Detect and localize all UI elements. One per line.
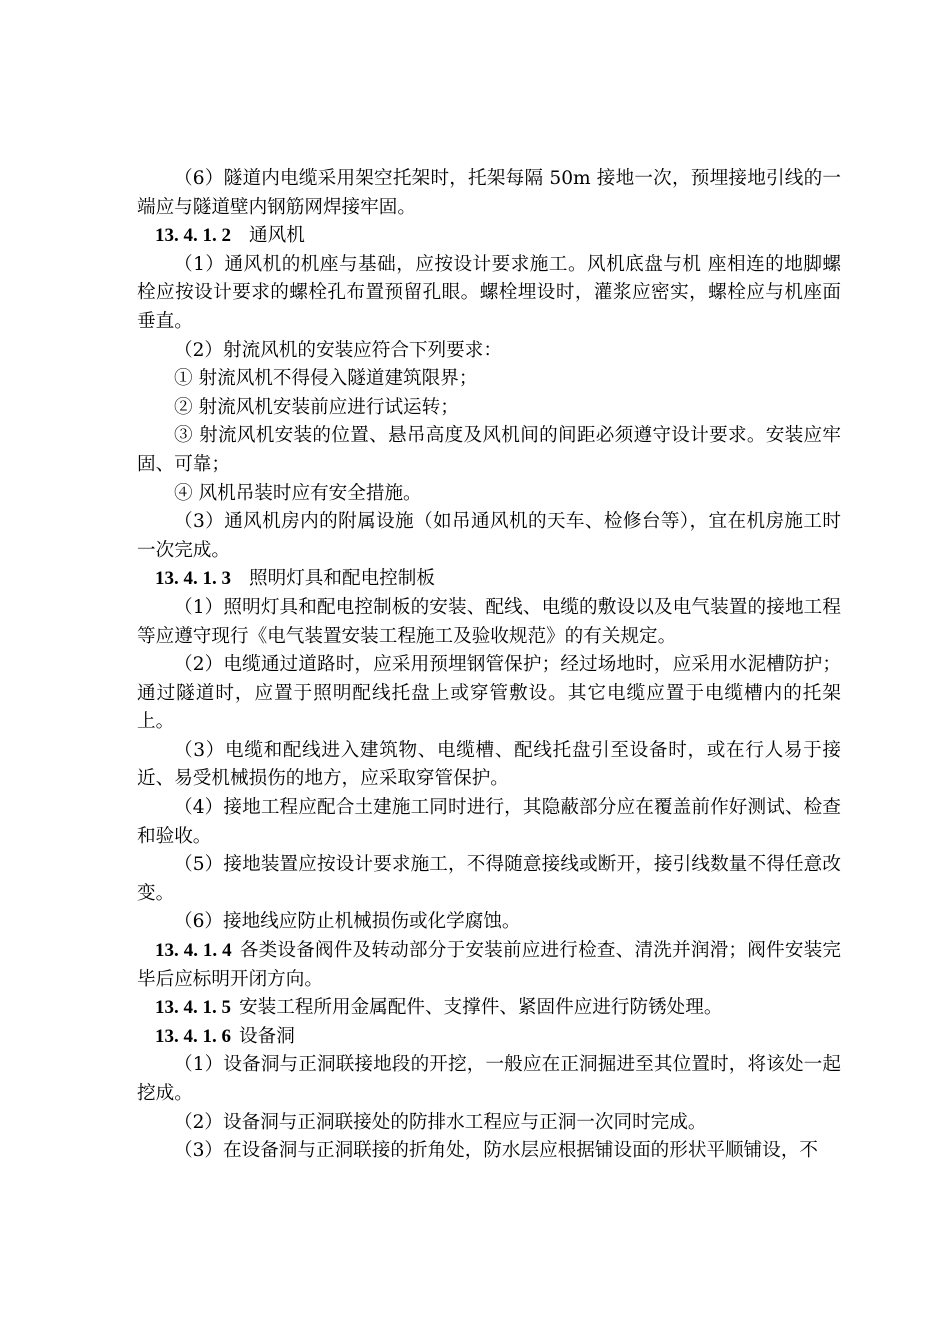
section-number: 13. 4. 1. 5 [155, 997, 231, 1019]
list-item-clearance: ① 射流风机不得侵入隧道建筑限界； [174, 368, 478, 390]
list-item-trial-run: ② 射流风机安装前应进行试运转； [174, 396, 459, 418]
paragraph-cave-drainage: （2）设备洞与正洞联接处的防排水工程应与正洞一次同时完成。 [174, 1111, 707, 1133]
section-valves [137, 937, 841, 994]
list-item-safety: ④ 风机吊装时应有安全措施。 [174, 482, 422, 504]
section-title: 通风机 [249, 225, 305, 247]
paragraph-grounding-device: （5）接地装置应按设计要求施工，不得随意接线或断开，接引线数量不得任意改变。 [137, 854, 841, 904]
document-body [137, 165, 841, 1166]
paragraph-cable-protection: （3）电缆和配线进入建筑物、电缆槽、配线托盘引至设备时，或在行人易于接近、易受机械损伤的地方，应采取穿管保护。 [137, 739, 841, 790]
paragraph-cave-waterproof: （3）在设备洞与正洞联接的折角处，防水层应根据铺设面的形状平顺铺设，不 [174, 1140, 819, 1162]
paragraph-grounding-works: （4）接地工程应配合土建施工同时进行，其隐蔽部分应在覆盖前作好测试、检查和验收。 [137, 797, 841, 847]
paragraph-jet-fan-requirements: （2）射流风机的安装应符合下列要求： [174, 339, 502, 361]
paragraph-ventilator-base: （1）通风机的机座与基础，应按设计要求施工。风机底盘与机 座相连的地脚螺栓应按设计要求的螺栓孔布置预留孔眼。螺栓埋设时，灌浆应密实，螺栓应与机座面垂直。 [137, 253, 841, 332]
section-heading-lighting [137, 565, 841, 594]
paragraph-ground-wire: （6）接地线应防止机械损伤或化学腐蚀。 [174, 911, 521, 933]
section-number: 13. 4. 1. 6 [155, 1025, 231, 1047]
section-title: 设备洞 [239, 1025, 295, 1047]
paragraph-machine-room: （3）通风机房内的附属设施（如吊通风机的天车、检修台等），宜在机房施工时一次完成。 [137, 511, 841, 561]
section-text: 各类设备阀件及转动部分于安装前应进行检查、清洗并润滑；阀件安装完毕后应标明开闭方向。 [137, 940, 841, 990]
section-number: 13. 4. 1. 2 [155, 225, 231, 247]
section-heading-equipment-cave [137, 1023, 841, 1052]
paragraph-lighting-install: （1）照明灯具和配电控制板的安装、配线、电缆的敷设以及电气装置的接地工程等应遵守现行《电气装置安装工程施工及验收规范》的有关规定。 [137, 596, 841, 647]
section-number: 13. 4. 1. 4 [155, 940, 232, 962]
section-heading-ventilator [137, 222, 841, 251]
paragraph-cable-grounding: （6）隧道内电缆采用架空托架时，托架每隔 50m 接地一次，预埋接地引线的一端应与隧道壁内钢筋网焊接牢固。 [137, 168, 841, 218]
paragraph-cable-routing: （2）电缆通过道路时，应采用预埋钢管保护；经过场地时，应采用水泥槽防护；通过隧道时，应置于照明配线托盘上或穿管敷设。其它电缆应置于电缆槽内的托架上。 [137, 654, 841, 733]
paragraph-cave-excavation: （1）设备洞与正洞联接地段的开挖，一般应在正洞掘进至其位置时，将该处一起挖成。 [137, 1054, 841, 1104]
section-title: 照明灯具和配电控制板 [249, 568, 435, 590]
list-item-position: ③ 射流风机安装的位置、悬吊高度及风机间的间距必须遵守设计要求。安装应牢固、可靠； [137, 425, 841, 475]
section-number: 13. 4. 1. 3 [155, 568, 231, 590]
section-text: 安装工程所用金属配件、支撑件、紧固件应进行防锈处理。 [239, 997, 723, 1019]
section-rust-prevention [137, 994, 841, 1023]
